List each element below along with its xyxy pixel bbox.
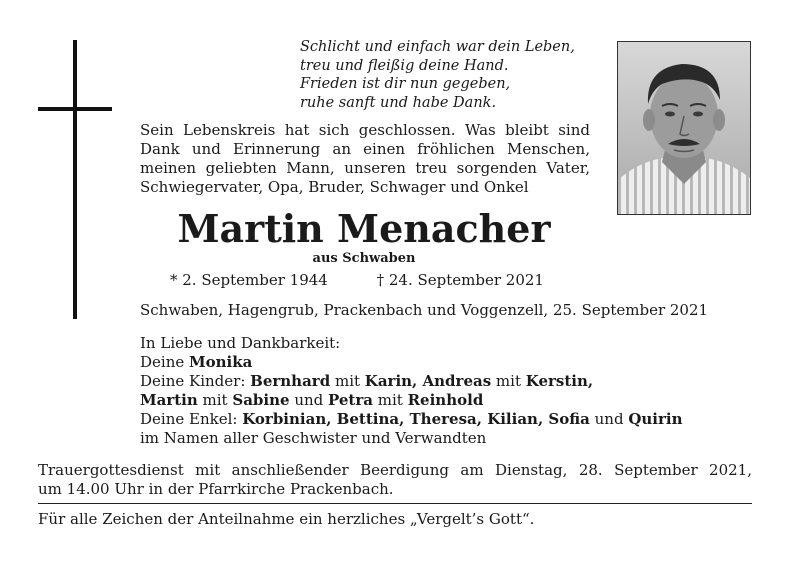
death-date: † 24. September 2021 [376, 271, 544, 289]
family-name: Karin, Andreas [364, 372, 492, 390]
family-name: Petra [328, 391, 373, 409]
family-text: mit [491, 372, 526, 390]
service-line: Trauergottesdienst mit anschließender Beerdigung am Dienstag, 28. September 2021, [38, 461, 752, 479]
family-name: Reinhold [407, 391, 484, 409]
family-line [140, 353, 683, 372]
deceased-origin: aus Schwaben [312, 251, 416, 266]
poem-line: treu und fleißig deine Hand. [300, 57, 509, 74]
family-line [140, 410, 683, 429]
thanks-text: Für alle Zeichen der Anteilnahme ein herzliches „Vergelt’s Gott“. [38, 510, 535, 528]
family-line [140, 372, 683, 391]
poem-line: ruhe sanft und habe Dank. [300, 94, 497, 111]
family-text: Deine [140, 353, 190, 371]
family-name: Martin [140, 391, 198, 409]
family-text: und [589, 410, 629, 428]
family-signatures [140, 334, 683, 448]
cross-horizontal-bar [38, 107, 112, 111]
birth-date: * 2. September 1944 [170, 271, 328, 289]
family-name: Quirin [628, 410, 683, 428]
family-text: mit [373, 391, 408, 409]
family-line [140, 391, 683, 410]
intro-text: Sein Lebenskreis hat sich geschlossen. Was bleibt sind Dank und Erinnerung an einen fröhlichen Menschen, meinen geliebten Mann, unseren treu sorgenden Vater, Schwiegervater, Opa, Bruder, Schwager und Onkel [140, 121, 590, 196]
divider-line [38, 503, 752, 504]
family-line: In Liebe und Dankbarkeit: [140, 334, 341, 352]
life-dates [170, 271, 544, 289]
family-text: Deine Kinder: [140, 372, 251, 390]
family-text: mit [330, 372, 365, 390]
poem-line: Frieden ist dir nun gegeben, [300, 76, 511, 92]
family-name: Korbinian, Bettina, Theresa, Kilian, Sofia [242, 410, 590, 428]
portrait-photo [617, 41, 751, 215]
family-line: im Namen aller Geschwister und Verwandten [140, 429, 487, 447]
poem-line: Schlicht und einfach war dein Leben, [300, 39, 575, 55]
deceased-name: Martin Menacher [177, 206, 551, 251]
cross-vertical-bar [73, 40, 77, 319]
memorial-poem [300, 38, 575, 112]
service-line: um 14.00 Uhr in der Pfarrkirche Prackenbach. [38, 480, 394, 498]
family-name: Monika [189, 353, 253, 371]
family-text: mit [197, 391, 233, 409]
family-name: Bernhard [250, 372, 331, 390]
place-and-date: Schwaben, Hagengrub, Prackenbach und Voggenzell, 25. September 2021 [140, 301, 709, 319]
family-name: Sabine [232, 391, 290, 409]
family-name: Kerstin, [525, 372, 594, 390]
portrait-photo-image [618, 42, 750, 214]
funeral-service-info [38, 461, 752, 499]
family-text: Deine Enkel: [140, 410, 243, 428]
family-text: und [289, 391, 329, 409]
